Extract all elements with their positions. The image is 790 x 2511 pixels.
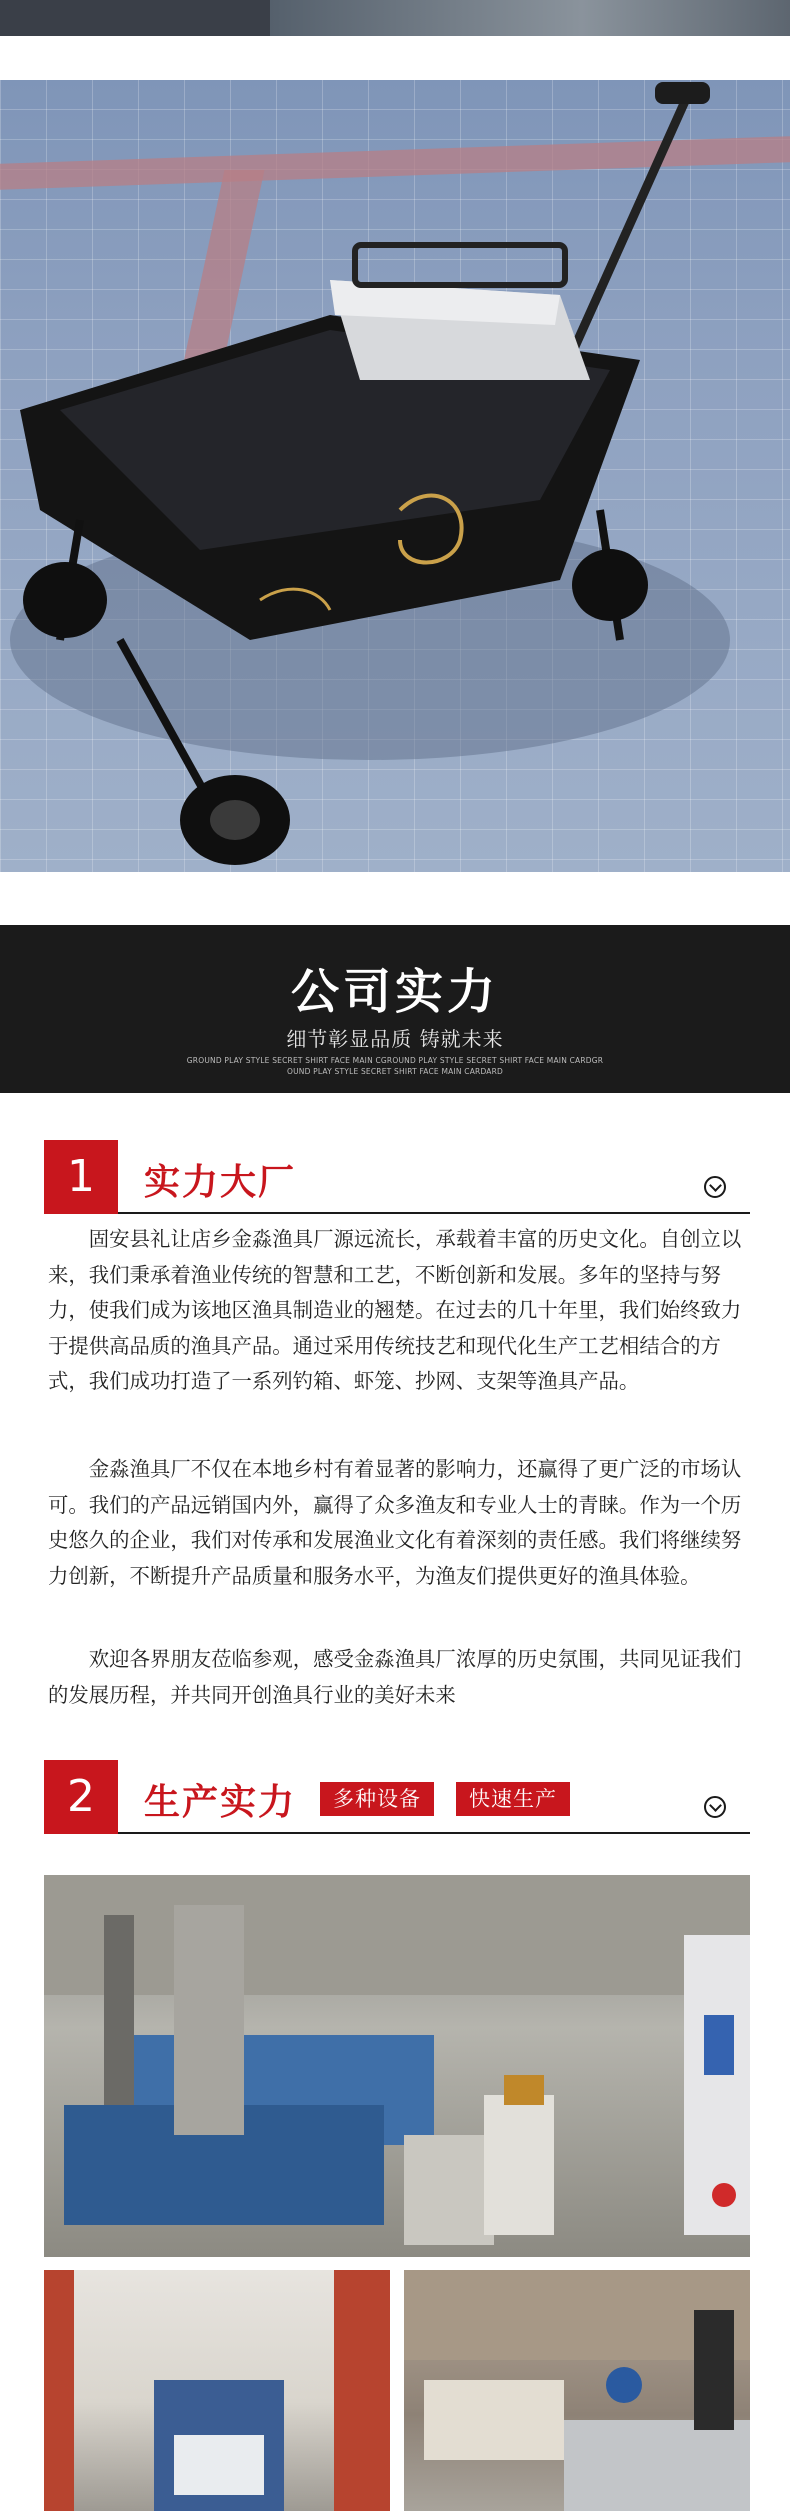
factory-hallway-photo xyxy=(44,2270,390,2511)
banner-small-text-1: GROUND PLAY STYLE SECRET SHIRT FACE MAIN CGROUND PLAY STYLE SECRET SHIRT FACE MAIN CARDGR xyxy=(186,1056,604,1065)
tag-fast-production: 快速生产 xyxy=(456,1782,570,1816)
section-2-divider xyxy=(118,1832,750,1834)
wagon-illustration xyxy=(0,80,790,872)
section-1-divider xyxy=(118,1212,750,1214)
chevron-down-icon[interactable] xyxy=(704,1796,726,1818)
factory-workshop-photo xyxy=(404,2270,750,2511)
section-1-paragraph-3: 欢迎各界朋友莅临参观，感受金淼渔具厂浓厚的历史氛围，共同见证我们的发展历程，并共同开创渔具行业的美好未来 xyxy=(48,1647,742,1707)
company-strength-banner xyxy=(0,925,790,1093)
section-1-paragraph-1: 固安县礼让店乡金淼渔具厂源远流长，承载着丰富的历史文化。自创立以来，我们秉承着渔业传统的智慧和工艺，不断创新和发展。多年的坚持与努力，使我们成为该地区渔具制造业的翘楚。在过去的几十年里，我们始终致力于提供高品质的渔具产品。通过采用传统技艺和现代化生产工艺相结合的方式，我们成功打造了一系列钓箱、虾笼、抄网、支架等渔具产品。 xyxy=(48,1227,742,1393)
section-1-paragraph-2: 金淼渔具厂不仅在本地乡村有着显著的影响力，还赢得了更广泛的市场认可。我们的产品远销国内外，赢得了众多渔友和专业人士的青睐。作为一个历史悠久的企业，我们对传承和发展渔业文化有着深刻的责任感。我们将继续努力创新，不断提升产品质量和服务水平，为渔友们提供更好的渔具体验。 xyxy=(48,1457,742,1588)
section-1-number: 1 xyxy=(44,1140,118,1214)
section-1-header xyxy=(44,1140,750,1214)
section-2-number: 2 xyxy=(44,1760,118,1834)
section-1-title: 实力大厂 xyxy=(144,1162,297,1203)
folding-wagon-photo xyxy=(0,80,790,872)
banner-subtitle: 细节彰显品质 铸就未来 xyxy=(286,1027,504,1051)
section-2-title: 生产实力 xyxy=(144,1782,297,1823)
section-2-header xyxy=(44,1760,750,1834)
banner-small-text-2: OUND PLAY STYLE SECRET SHIRT FACE MAIN CARDARD xyxy=(287,1067,503,1076)
chevron-down-icon[interactable] xyxy=(704,1176,726,1198)
tag-various-equipment: 多种设备 xyxy=(320,1782,434,1816)
factory-machinery-photo xyxy=(44,1875,750,2257)
banner-title: 公司实力 xyxy=(290,964,499,1020)
top-image-strip xyxy=(0,0,790,36)
